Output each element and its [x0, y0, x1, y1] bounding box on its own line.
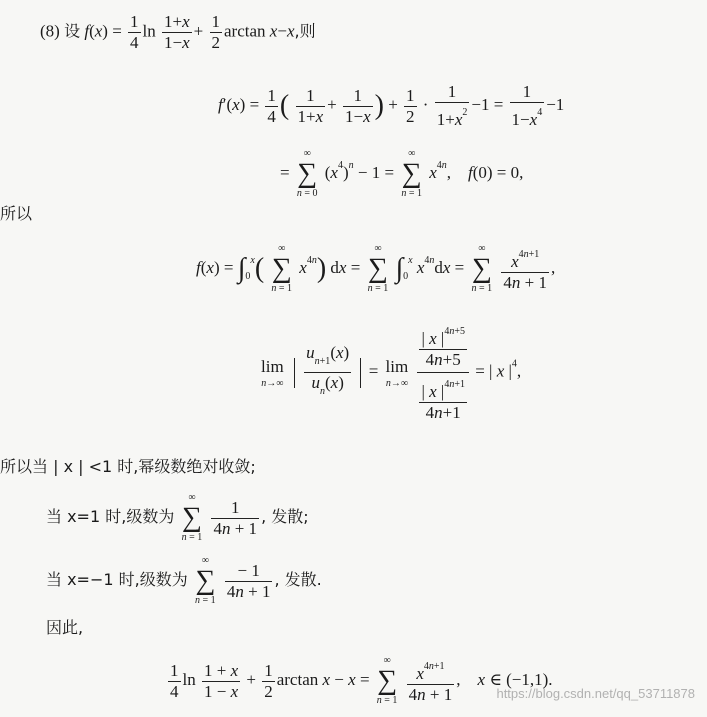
- problem-statement: (8) 设 f(x) = $\frac{1}{4}$ ln $\frac{1+x}{1-x}$ + $\frac{1}{2}$ arctan x−x,则: [40, 12, 316, 52]
- nested-fraction: $\frac{\frac{| x |^{4n+5}}{4n+5}}{\frac{| x |^{4n+1}}{4n+1}}$: [417, 320, 469, 425]
- then-text: ,则: [294, 21, 316, 41]
- log-fraction: $\frac{1+x}{1-x}$: [164, 12, 190, 52]
- final-result: $\frac{1}{4}$ ln $\frac{1 + x}{1 - x}$ + $\frac{1}{2}$ arctan x − x = ∞ ∑ n = 1 $\frac{x^{4n+1}}{4n + 1}$ , x ∈ (−1,1).: [170, 655, 553, 706]
- coef-quarter: $\frac{1}{4}$: [130, 12, 139, 52]
- series-line: = ∞ ∑ n = 0 $(x^4)^n - 1$ = ∞ ∑ n = 1 $x^{4n}$, f(0) = 0,: [280, 148, 524, 199]
- problem-number: (8): [40, 21, 60, 41]
- convergence-text: 所以当 | x | <1 时,幂级数绝对收敛;: [0, 457, 256, 476]
- yinci-text: 因此,: [46, 618, 84, 637]
- csdn-watermark: https://blog.csdn.net/qq_53711878: [496, 686, 695, 701]
- case-x-1: 当 x=1 时,级数为 ∞ ∑ n = 1 $\frac{1}{4n + 1}$ , 发散;: [46, 492, 309, 543]
- suoyi-text: 所以: [0, 204, 33, 223]
- case-x-minus-1: 当 x=−1 时,级数为 ∞ ∑ n = 1 $\frac{- 1}{4n + 1}$ , 发散.: [46, 555, 322, 606]
- derivative-line: f′(x) = $\frac{1}{4}$ ( $\frac{1}{1+x}$ + $\frac{1}{1-x}$ ) + $\frac{1}{2}$ · $\frac{1}{1+x^2}$ −1 = $\frac{1}{1-x^4}$ −1: [218, 82, 565, 129]
- limit-line: lim n→∞ $\frac{u_{n+1}(x)}{u_n(x)}$ = lim n→∞ $\frac{\frac{| x |^{4n+5}}{4n+5}}{\frac{| x |^{4n+1}}{4n+1}}$ = | x $|^4$,: [258, 320, 521, 425]
- she-text: 设: [64, 21, 81, 41]
- coef-half: $\frac{1}{2}$: [211, 12, 221, 52]
- integral-line: $f(x) = \int_0^x$( ∞ ∑ n = 1 $x^{4n}$) dx = ∞ ∑ n = 1 $\int_0^x$ $x^{4n}dx$ = ∞ ∑ n = 1 $\frac{x^{4n+1}}{4n + 1}$ ,: [196, 243, 556, 294]
